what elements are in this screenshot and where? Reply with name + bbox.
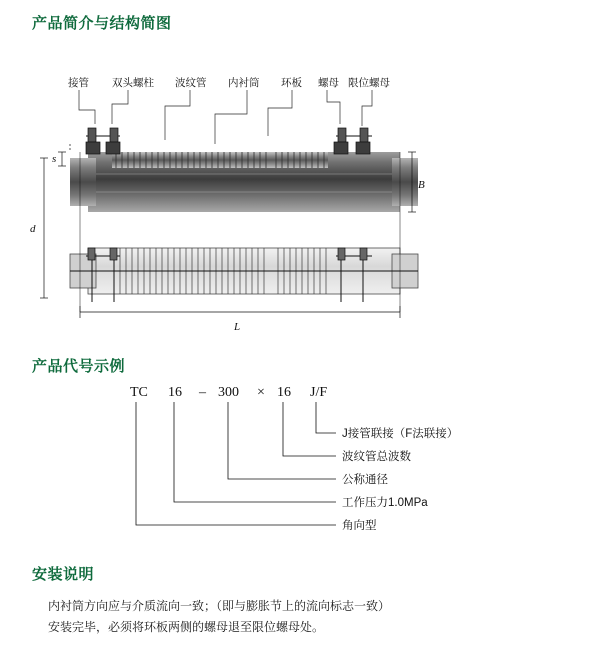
dimension-label-B: B — [418, 179, 425, 191]
leader-lines — [79, 90, 372, 144]
callout-label: 螺母 — [318, 77, 339, 89]
upper-assembly — [70, 128, 418, 212]
dimension-label-L: L — [234, 321, 241, 333]
code-token: 300 — [218, 385, 239, 400]
section-title-install: 安装说明 — [32, 566, 95, 583]
code-description: 角向型 — [342, 520, 377, 532]
code-tokens — [130, 385, 327, 400]
install-note-line: 安装完毕，必须将环板两侧的螺母退至限位螺母处。 — [48, 620, 325, 634]
code-description: 工作压力1.0MPa — [342, 497, 428, 509]
structure-diagram — [0, 40, 600, 340]
callout-label: 限位螺母 — [348, 77, 390, 89]
install-notes — [48, 596, 568, 638]
callout-label: 接管 — [68, 77, 89, 89]
code-token: × — [257, 385, 265, 400]
code-description: J接管联接（F法联接） — [342, 428, 459, 440]
code-token: TC — [130, 385, 148, 400]
code-leader-lines — [136, 402, 336, 525]
code-description: 波纹管总波数 — [342, 451, 411, 463]
lower-assembly — [70, 248, 418, 302]
dimension-label-s: s — [52, 153, 57, 165]
callout-label: 内衬筒 — [228, 77, 260, 89]
dimension-label-d: d — [30, 223, 36, 235]
callout-labels — [68, 76, 390, 89]
callout-label: 双头螺柱 — [112, 77, 154, 89]
code-token: 16 — [277, 385, 291, 400]
code-descriptions — [342, 426, 458, 532]
code-token: J/F — [310, 385, 328, 400]
code-description: 公称通径 — [342, 474, 388, 486]
install-note-line: 内衬筒方向应与介质流向一致；（即与膨胀节上的流向标志一致） — [48, 599, 391, 613]
callout-label: 波纹管 — [175, 77, 207, 89]
section-title-structure: 产品简介与结构简图 — [32, 15, 172, 32]
callout-label: 环板 — [281, 77, 302, 89]
code-example-diagram — [0, 378, 600, 548]
code-token: 16 — [168, 385, 182, 400]
code-token: – — [199, 385, 206, 400]
section-title-code: 产品代号示例 — [32, 358, 126, 375]
